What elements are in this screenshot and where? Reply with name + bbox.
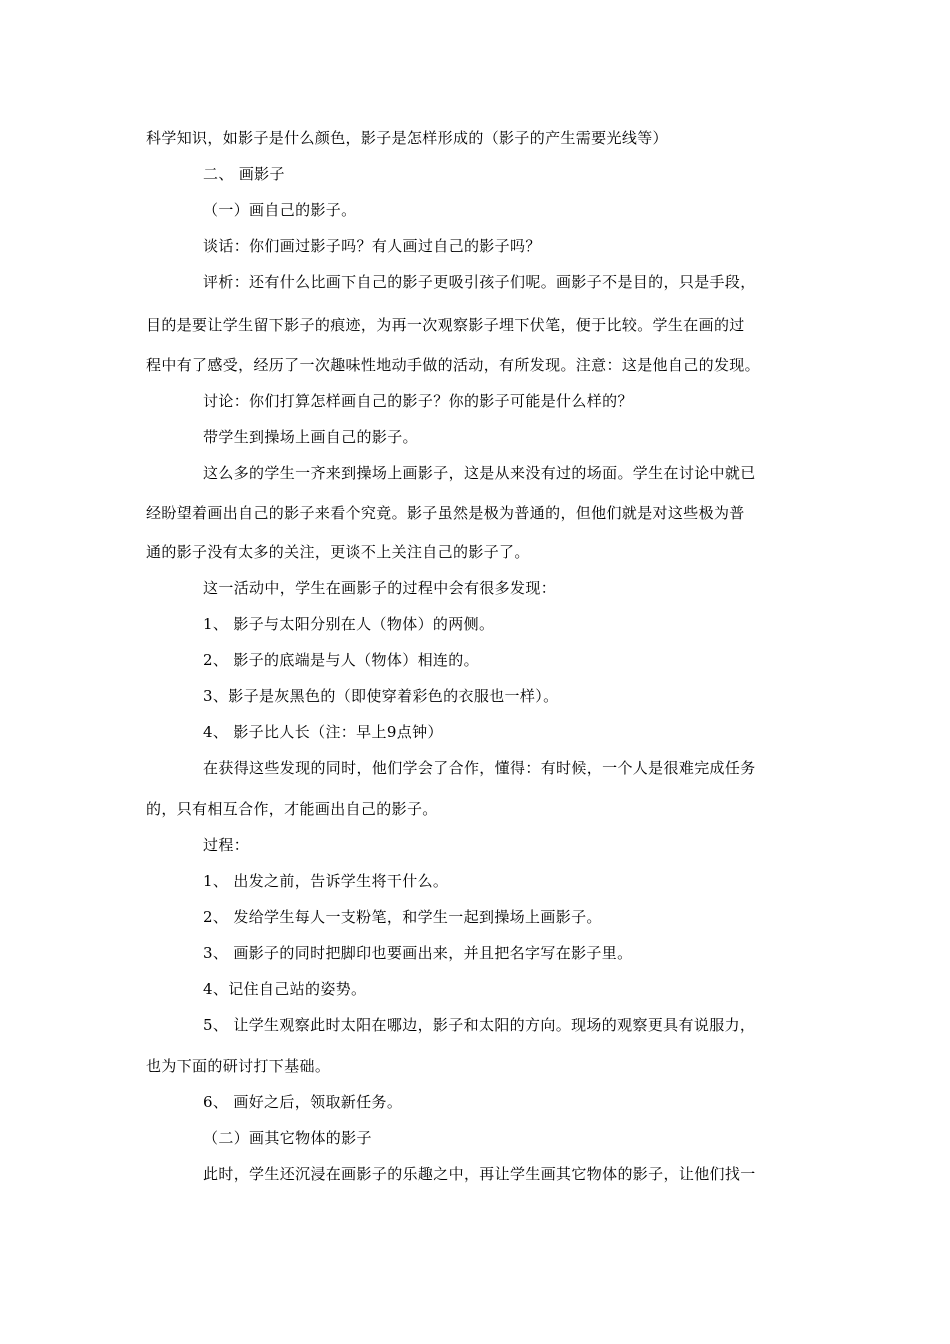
section-heading: 二、 画影子 [203,165,285,183]
subsection-heading: （二）画其它物体的影子 [203,1129,372,1147]
text-line: 经盼望着画出自己的影子来看个究竟。影子虽然是极为普通的，但他们就是对这些极为普 [146,504,745,522]
list-item: 4、记住自己站的姿势。 [203,980,367,998]
text-line: 这一活动中，学生在画影子的过程中会有很多发现： [203,579,557,597]
text-line: 程中有了感受，经历了一次趣味性地动手做的活动，有所发现。注意：这是他自己的发现。 [146,356,761,374]
list-item: 6、 画好之后，领取新任务。 [203,1093,403,1111]
text-line: 在获得这些发现的同时，他们学会了合作，懂得：有时候，一个人是很难完成任务 [203,759,756,777]
text-line: 过程： [203,836,250,854]
text-line: 科学知识，如影子是什么颜色，影子是怎样形成的（影子的产生需要光线等） [146,129,668,147]
text-line: 这么多的学生一齐来到操场上画影子，这是从来没有过的场面。学生在讨论中就已 [203,464,756,482]
list-item: 4、 影子比人长（注：早上9点钟） [203,723,443,741]
list-item: 3、影子是灰黑色的（即使穿着彩色的衣服也一样）。 [203,687,559,705]
text-line: 目的是要让学生留下影子的痕迹，为再一次观察影子埋下伏笔，便于比较。学生在画的过 [146,316,745,334]
text-line: 谈话：你们画过影子吗？有人画过自己的影子吗？ [203,237,541,255]
list-item: 5、 让学生观察此时太阳在哪边，影子和太阳的方向。现场的观察更具有说服力， [203,1016,756,1034]
text-line: 讨论：你们打算怎样画自己的影子？你的影子可能是什么样的？ [203,392,633,410]
text-line: 带学生到操场上画自己的影子。 [203,428,418,446]
list-item: 2、 发给学生每人一支粉笔，和学生一起到操场上画影子。 [203,908,602,926]
list-item: 3、 画影子的同时把脚印也要画出来，并且把名字写在影子里。 [203,944,633,962]
list-item: 2、 影子的底端是与人（物体）相连的。 [203,651,479,669]
text-line: 通的影子没有太多的关注，更谈不上关注自己的影子了。 [146,543,530,561]
list-item: 1、 出发之前，告诉学生将干什么。 [203,872,449,890]
text-line: 也为下面的研讨打下基础。 [146,1057,331,1075]
text-line: 此时，学生还沉浸在画影子的乐趣之中，再让学生画其它物体的影子，让他们找一 [203,1165,756,1183]
text-line: 评析：还有什么比画下自己的影子更吸引孩子们呢。画影子不是目的，只是手段， [203,273,756,291]
text-line: 的，只有相互合作，才能画出自己的影子。 [146,800,438,818]
subsection-heading: （一）画自己的影子。 [203,201,357,219]
list-item: 1、 影子与太阳分别在人（物体）的两侧。 [203,615,495,633]
